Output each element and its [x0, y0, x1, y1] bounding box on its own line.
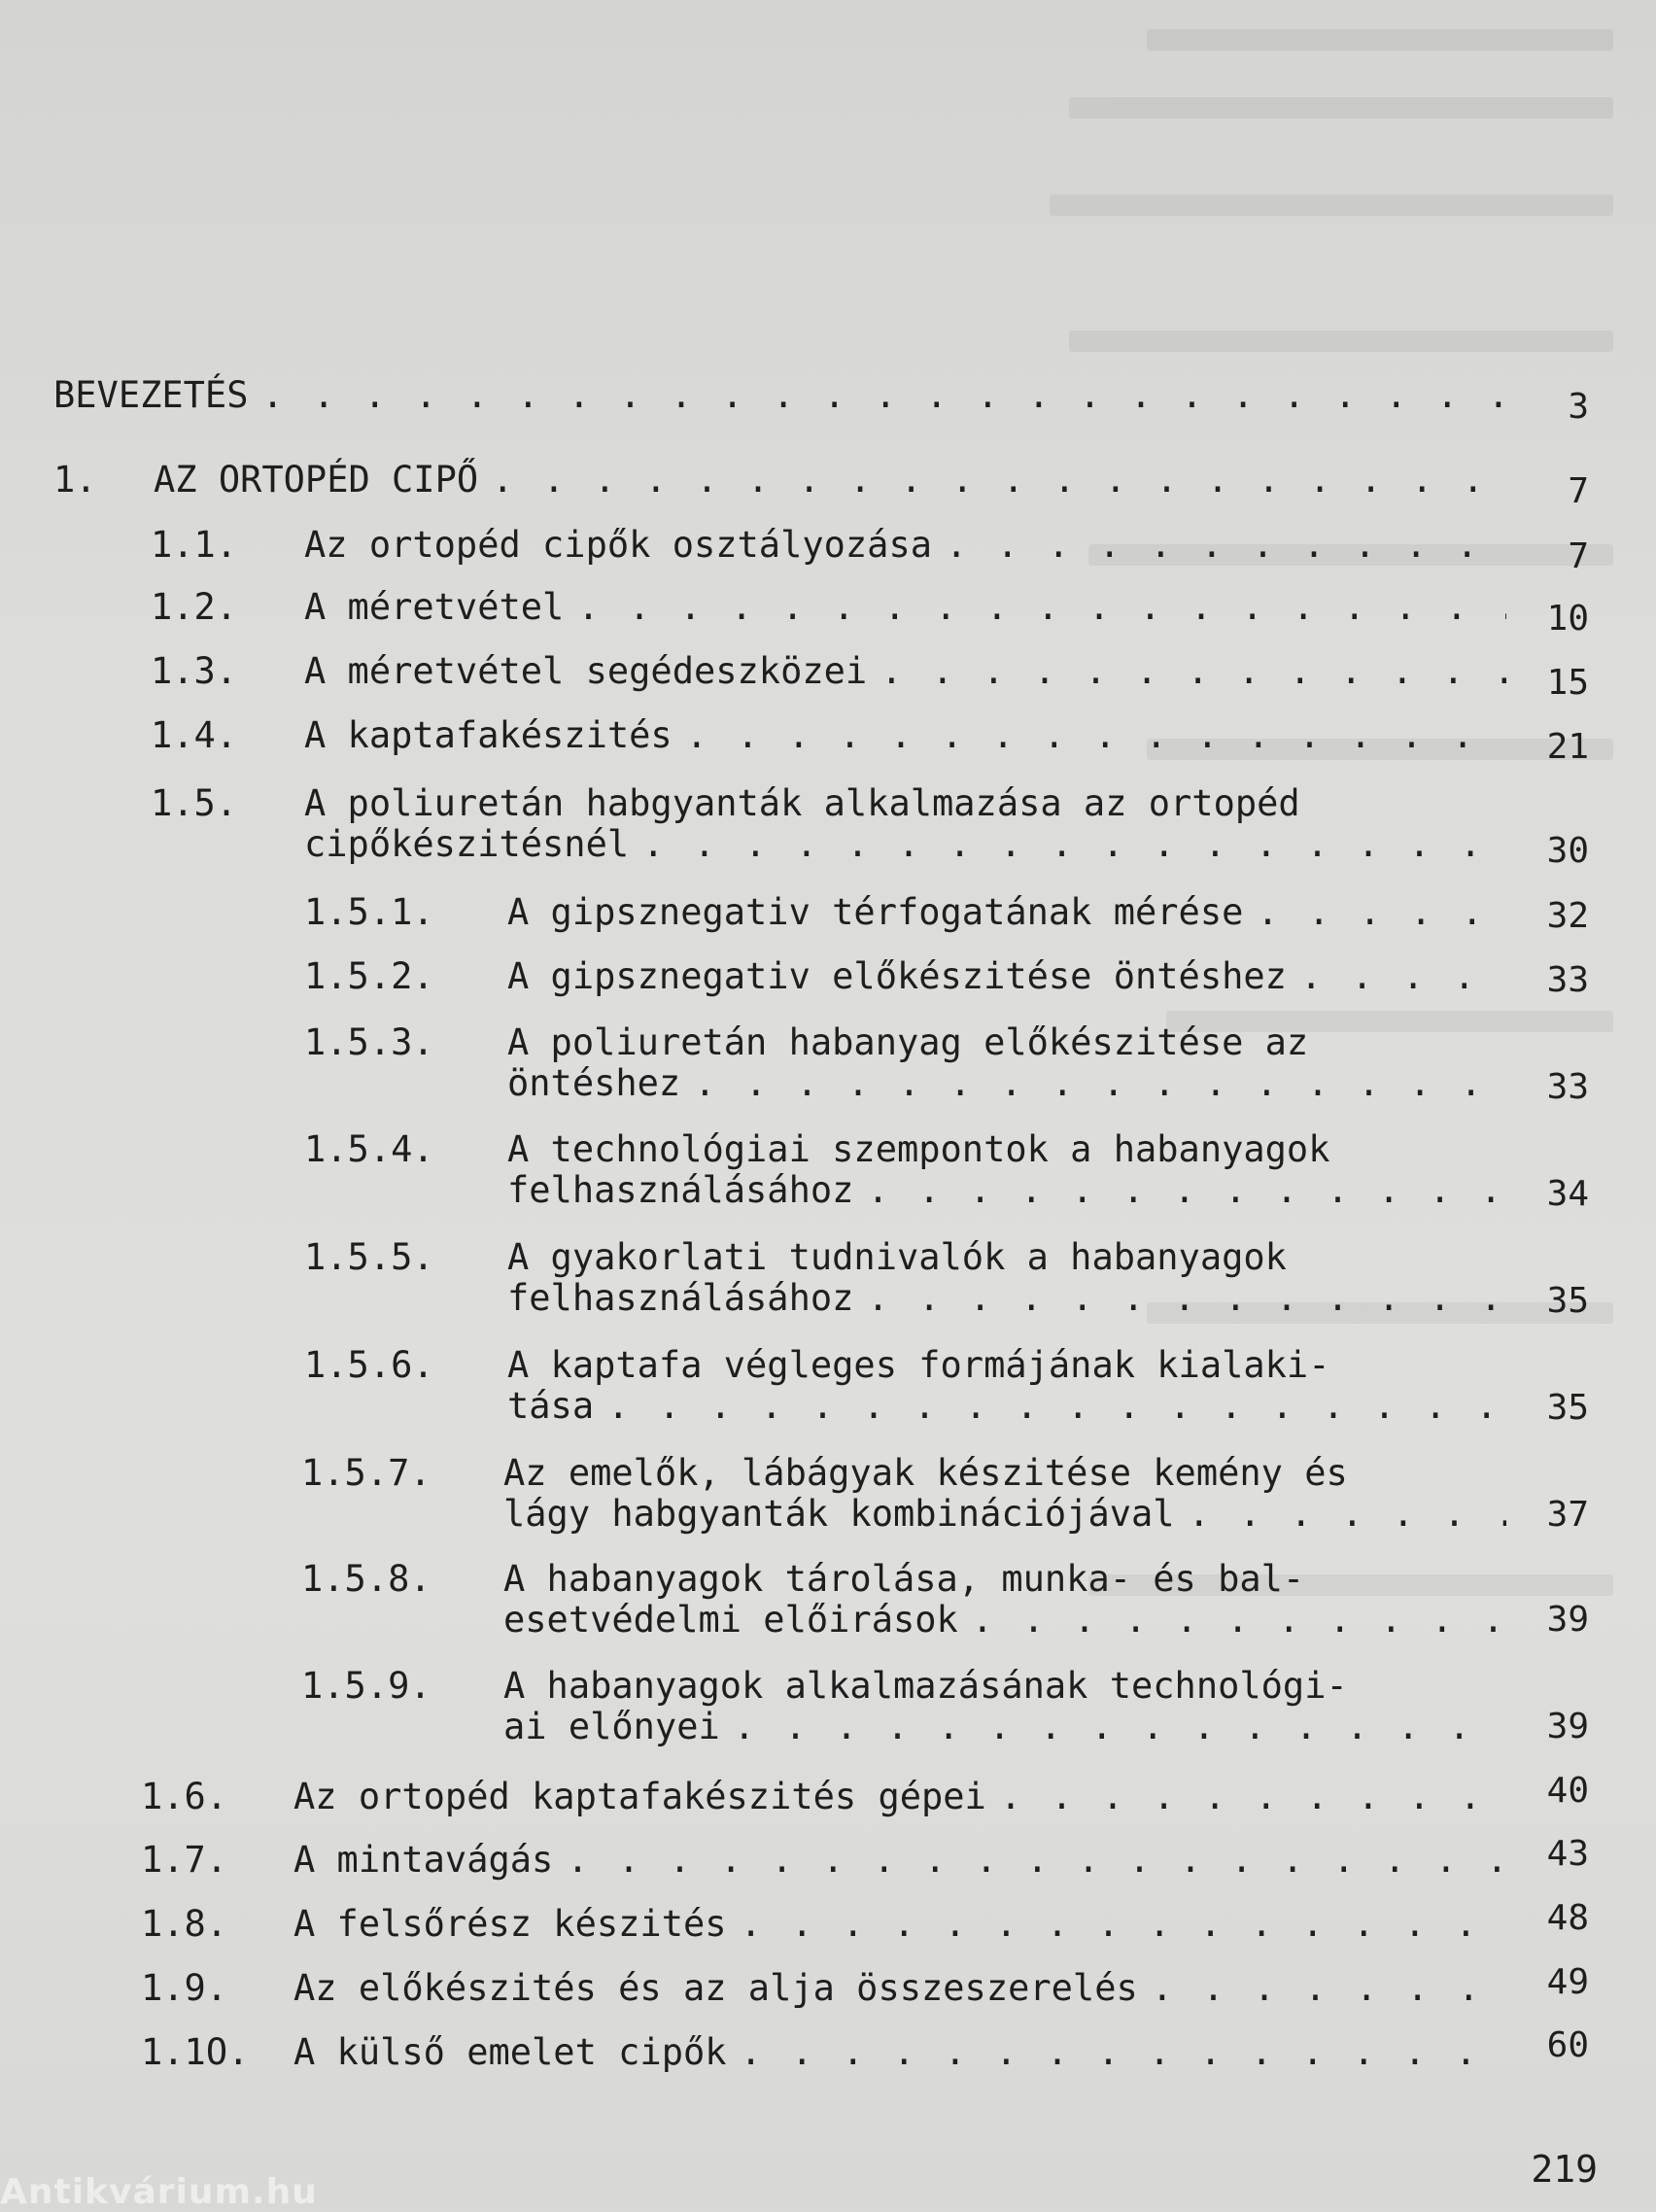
leader-dots	[261, 375, 1506, 416]
leader-dots	[734, 1707, 1506, 1747]
toc-page-number: 33	[1546, 1067, 1589, 1107]
toc-number: 1.6.	[141, 1776, 228, 1817]
toc-title-continued: lágy habgyanták kombinációjával	[503, 1493, 1175, 1535]
toc-page-number: 30	[1546, 831, 1589, 871]
toc-page-number: 43	[1546, 1834, 1589, 1874]
toc-page-number: 15	[1546, 663, 1589, 703]
leader-dots	[492, 460, 1506, 501]
toc-number: 1.5.3.	[304, 1021, 434, 1063]
toc-page-number: 49	[1546, 1962, 1589, 2002]
toc-number: 1.1.	[151, 524, 238, 566]
leader-dots	[642, 824, 1506, 865]
leader-dots	[1189, 1494, 1506, 1535]
leader-dots	[1152, 1968, 1506, 2009]
leader-dots	[946, 525, 1506, 566]
toc-number: 1.7.	[141, 1839, 228, 1881]
toc-page-number: 7	[1568, 471, 1589, 511]
toc-title: A méretvétel segédeszközei	[304, 650, 868, 692]
toc-number: 1.5.8.	[301, 1558, 431, 1600]
leader-dots	[694, 1063, 1506, 1104]
toc-title: A mintavágás	[293, 1839, 554, 1881]
toc-title-continued: cipőkészitésnél	[304, 823, 630, 865]
leader-dots	[686, 715, 1506, 756]
leader-dots	[867, 1278, 1506, 1319]
toc-title: Az ortopéd cipők osztályozása	[304, 524, 933, 566]
toc-number: 1.8.	[141, 1903, 228, 1945]
toc-title-continued: öntéshez	[507, 1062, 681, 1104]
toc-page-number: 35	[1546, 1281, 1589, 1321]
toc-page-number: 32	[1546, 896, 1589, 936]
toc-page-number: 33	[1546, 960, 1589, 1000]
toc-page-number: 3	[1568, 387, 1589, 427]
toc-page-number: 37	[1546, 1495, 1589, 1535]
toc-page-number: 39	[1546, 1600, 1589, 1640]
toc-title: A külső emelet cipők	[293, 2031, 727, 2073]
leader-dots	[880, 651, 1506, 692]
toc-page-number: 60	[1546, 2025, 1589, 2065]
page-folio-number: 219	[1531, 2148, 1598, 2191]
leader-dots	[741, 2032, 1506, 2073]
leader-dots	[1257, 892, 1506, 933]
toc-page-number: 10	[1546, 599, 1589, 639]
toc-title: AZ ORTOPÉD CIPŐ	[154, 459, 479, 501]
toc-number: 1.3.	[151, 650, 238, 692]
toc-title-continued: felhasználásához	[507, 1277, 854, 1319]
toc-number: 1.5.1.	[304, 891, 434, 933]
toc-page-number: 40	[1546, 1771, 1589, 1811]
toc-title: A gipsznegativ térfogatának mérése	[507, 891, 1244, 933]
toc-number: 1.5.6.	[304, 1344, 434, 1386]
toc-title: BEVEZETÉS	[53, 374, 249, 416]
toc-title: A kaptafakészités	[304, 714, 673, 756]
toc-title: A poliuretán habanyag előkészitése az	[507, 1021, 1309, 1063]
toc-title: Az emelők, lábágyak készitése kemény és	[503, 1452, 1348, 1494]
toc-title-continued: felhasználásához	[507, 1169, 854, 1211]
toc-title: A poliuretán habgyanták alkalmazása az ortopéd	[304, 782, 1300, 824]
toc-number: 1.5.	[151, 782, 238, 824]
toc-page-number: 34	[1546, 1174, 1589, 1214]
leader-dots	[867, 1170, 1506, 1211]
toc-page-number: 48	[1546, 1898, 1589, 1938]
toc-page-number: 7	[1568, 536, 1589, 576]
toc-title: A felsőrész készités	[293, 1903, 727, 1945]
leader-dots	[607, 1386, 1506, 1427]
toc-title: A kaptafa végleges formájának kialaki-	[507, 1344, 1330, 1386]
toc-number: 1.5.5.	[304, 1236, 434, 1278]
toc-number: 1.5.2.	[304, 955, 434, 997]
toc-number: 1.5.9.	[301, 1665, 431, 1707]
toc-title: A technológiai szempontok a habanyagok	[507, 1128, 1330, 1170]
toc-title: A habanyagok tárolása, munka- és bal-	[503, 1558, 1305, 1600]
toc-title-continued: esetvédelmi előirások	[503, 1599, 958, 1641]
toc-page-number: 21	[1546, 727, 1589, 767]
leader-dots	[567, 1840, 1506, 1881]
toc-title: A gyakorlati tudnivalók a habanyagok	[507, 1236, 1287, 1278]
toc-title: A méretvétel	[304, 586, 565, 628]
toc-number: 1.4.	[151, 714, 238, 756]
toc-title: A habanyagok alkalmazásának technológi-	[503, 1665, 1348, 1707]
toc-title-continued: ai előnyei	[503, 1706, 720, 1747]
toc-title: Az ortopéd kaptafakészités gépei	[293, 1776, 986, 1817]
toc-title: Az előkészités és az alja összeszerelés	[293, 1967, 1138, 2009]
watermark: Antikvárium.hu	[0, 2172, 318, 2212]
toc-number: 1.	[53, 459, 97, 501]
leader-dots	[1300, 956, 1506, 997]
leader-dots	[741, 1904, 1506, 1945]
toc-number: 1.1O.	[141, 2031, 250, 2073]
leader-dots	[577, 587, 1506, 628]
toc-title-continued: tása	[507, 1385, 595, 1427]
toc-number: 1.2.	[151, 586, 238, 628]
toc-title: A gipsznegativ előkészitése öntéshez	[507, 955, 1287, 997]
leader-dots	[1000, 1777, 1506, 1817]
toc-page-number: 35	[1546, 1388, 1589, 1428]
toc-number: 1.9.	[141, 1967, 228, 2009]
toc-number: 1.5.7.	[301, 1452, 431, 1494]
toc-number: 1.5.4.	[304, 1128, 434, 1170]
toc-page-number: 39	[1546, 1707, 1589, 1746]
leader-dots	[972, 1600, 1506, 1641]
